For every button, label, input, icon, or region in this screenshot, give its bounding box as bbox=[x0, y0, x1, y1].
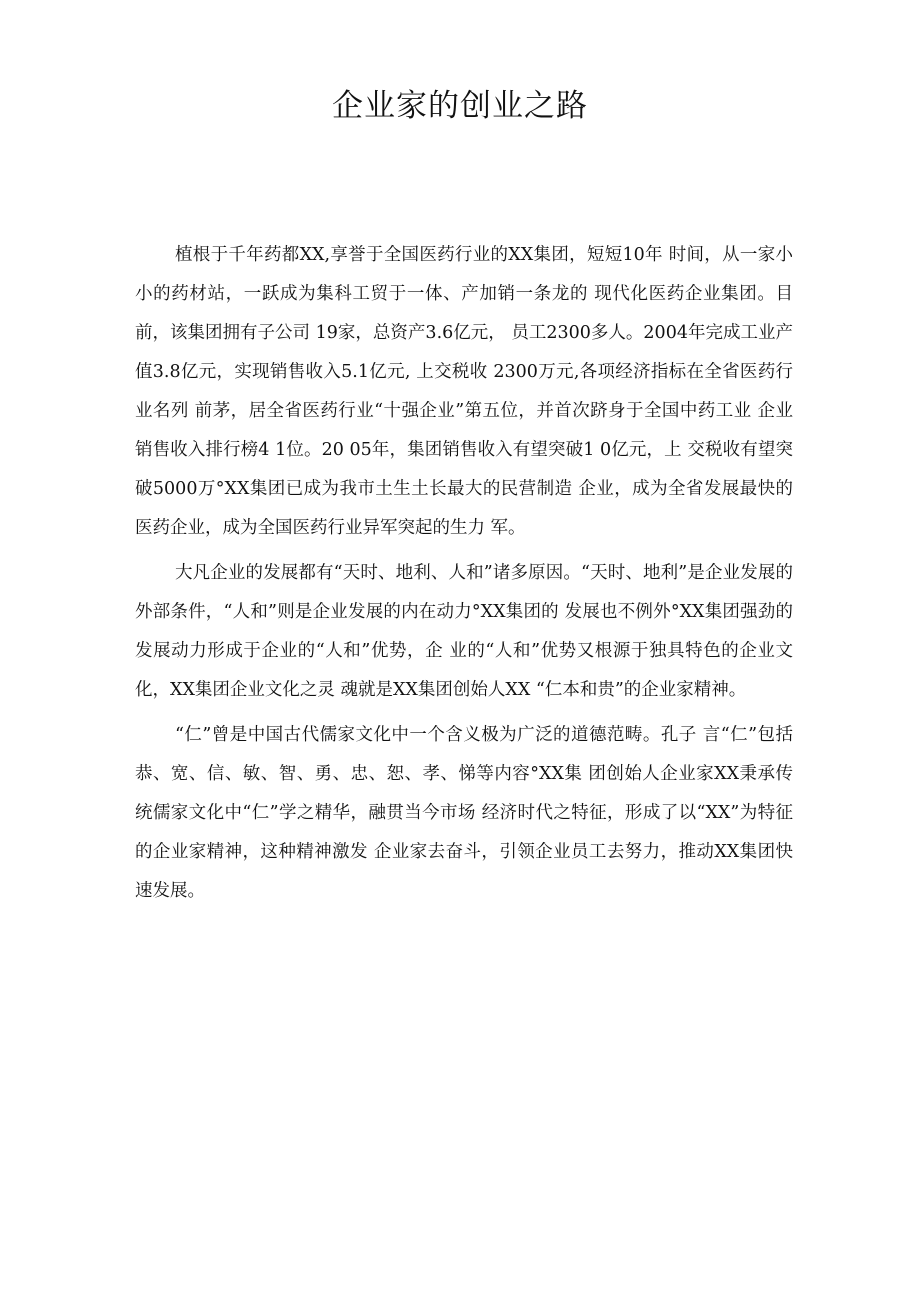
document-title: 企业家的创业之路 bbox=[332, 88, 588, 124]
paragraph-3: “仁”曾是中国古代儒家文化中一个含义极为广泛的道德范畴。孔子 言“仁”包括恭、宽、信、敏、智、勇、忠、恕、孝、悌等内容°XX集 团创始人企业家XX秉承传统儒家文化中“仁”学之精华，融贯当今市场 经济时代之特征，形成了以“XX”为特征的企业家精神，这种精神激发 企业家去奋斗，引领企业员工去努力，推动XX集团快速发展。 bbox=[135, 725, 793, 901]
document-body bbox=[135, 236, 793, 911]
paragraph-1: 植根于千年药都XX,享誉于全国医药行业的XX集团，短短10年 时间，从一家小小的药材站，一跃成为集科工贸于一体、产加销一条龙的 现代化医药企业集团。目前，该集团拥有子公司 19家，总资产3.6亿元， 员工2300多人。2004年完成工业产值3.8亿元，实现销售收入5.1亿元, 上交税收 2300万元,各项经济指标在全省医药行业名列 前茅，居全省医药行业“十强企业”第五位，并首次跻身于全国中药工业 企业销售收入排行榜4 1位。20 05年，集团销售收入有望突破1 0亿元，上 交税收有望突破5000万°XX集团已成为我市土生土长最大的民营制造 企业，成为全省发展最快的医药企业，成为全国医药行业异军突起的生力 军。 bbox=[135, 245, 793, 538]
paragraph-2: 大凡企业的发展都有“天时、地利、人和”诸多原因。“天时、地利”是企业发展的外部条件，“人和”则是企业发展的内在动力°XX集团的 发展也不例外°XX集团强劲的发展动力形成于企业的“人和”优势，企 业的“人和”优势又根源于独具特色的企业文化，XX集团企业文化之灵 魂就是XX集团创始人XX “仁本和贵”的企业家精神。 bbox=[135, 563, 793, 700]
